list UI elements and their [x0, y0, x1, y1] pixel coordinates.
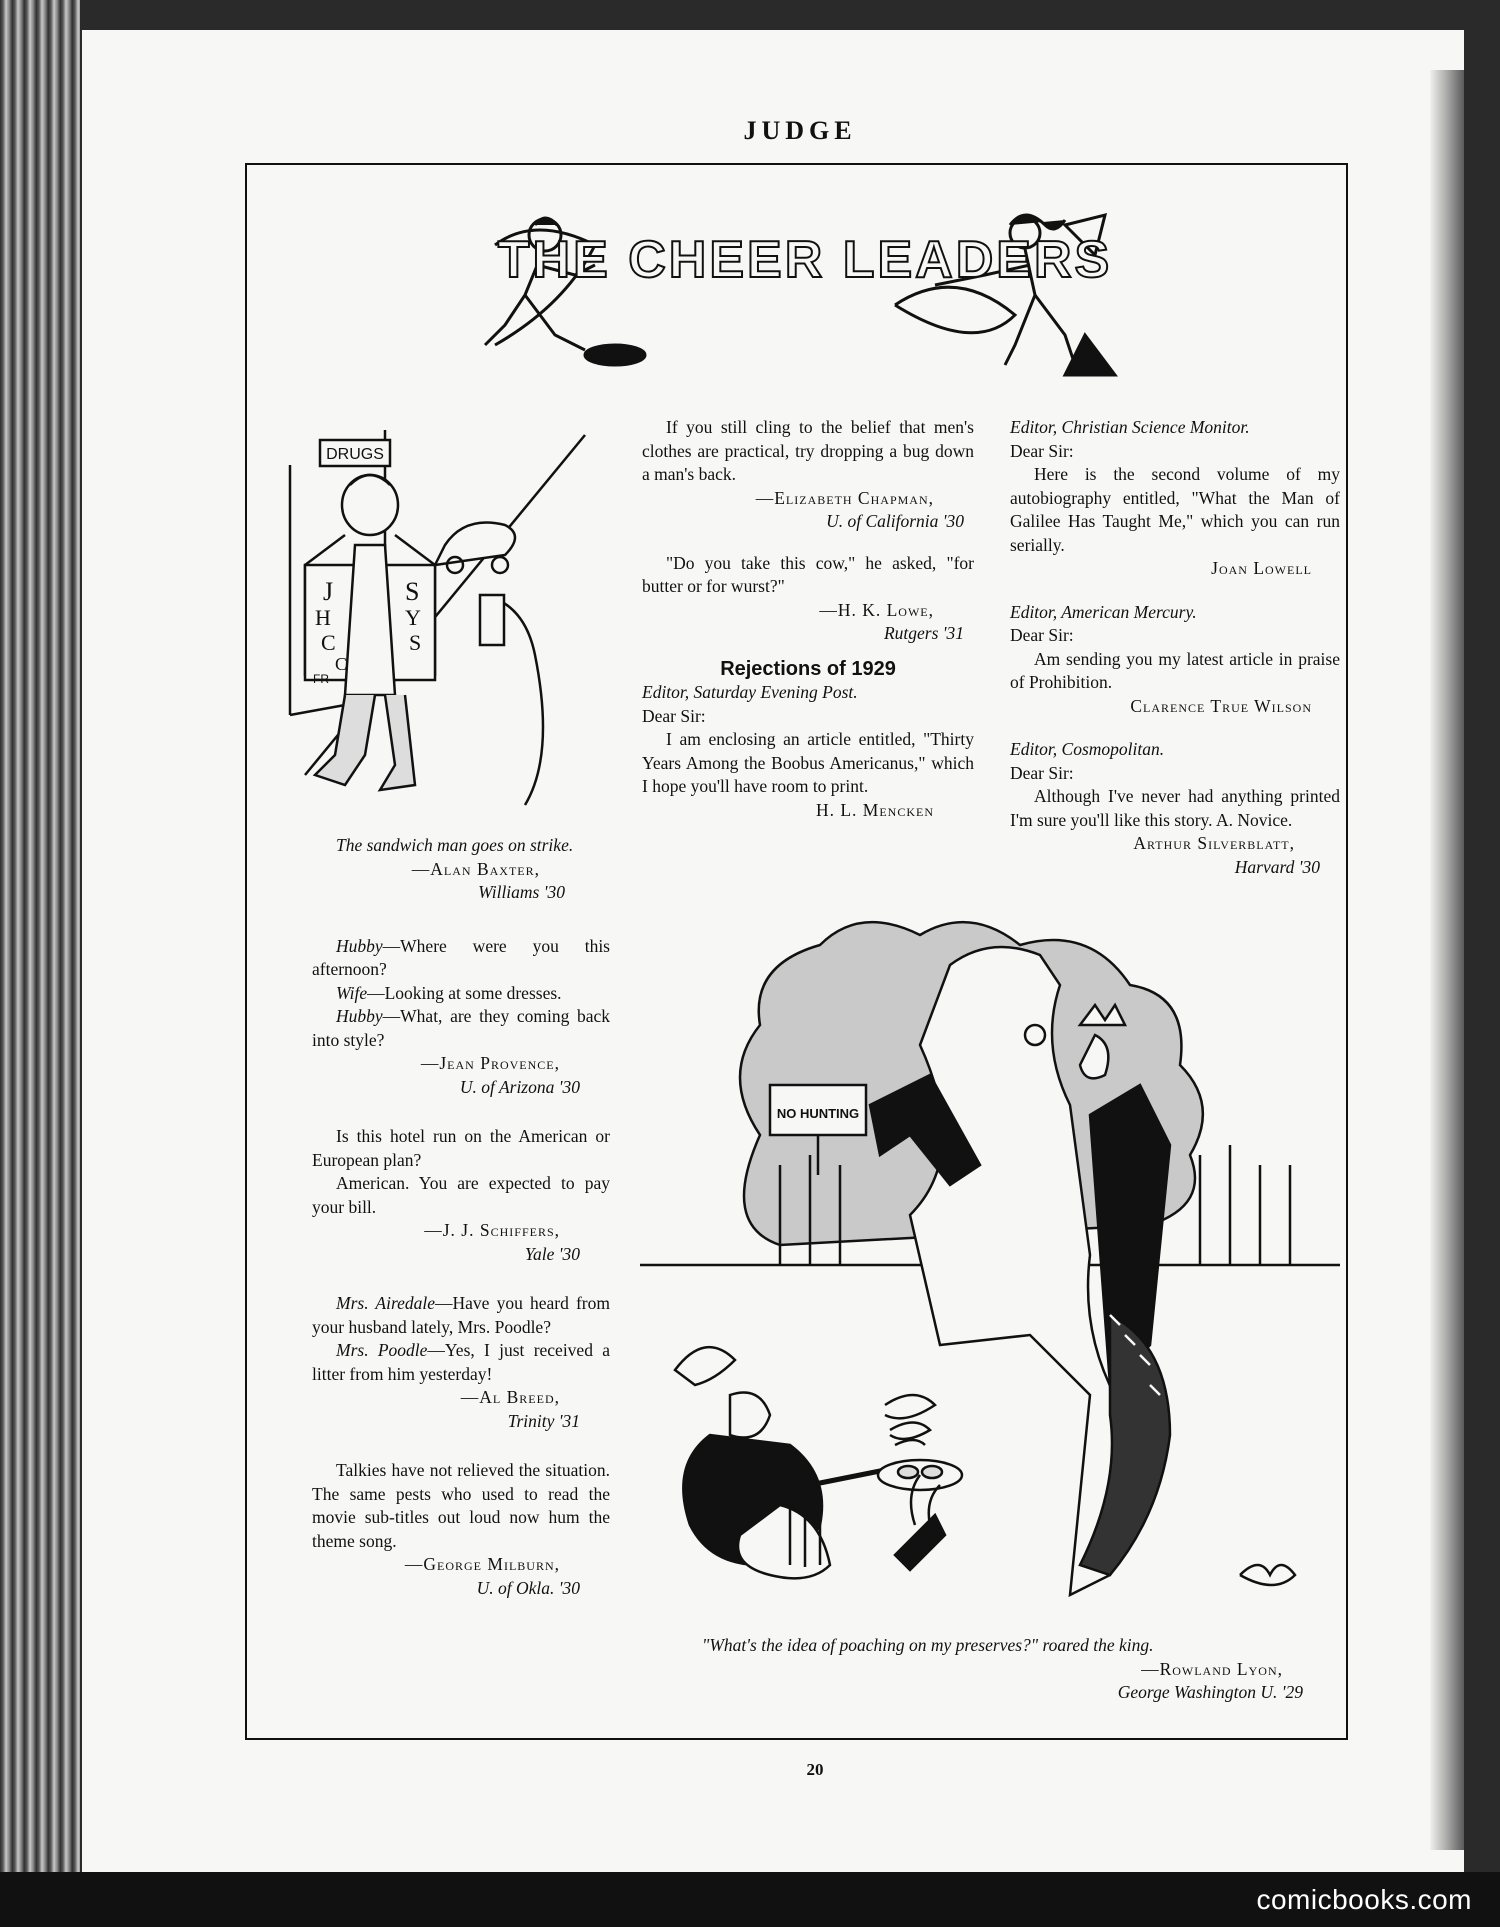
line-text: —Looking at some dresses.: [367, 982, 562, 1003]
board-letter-5: C: [321, 630, 336, 655]
sandwich-author: —Alan Baxter,: [411, 858, 540, 879]
school: U. of Okla. '30: [476, 1577, 580, 1598]
sandwich-school: Williams '30: [478, 882, 565, 902]
sandwich-caption-block: [312, 834, 610, 905]
middle-column: [642, 416, 974, 822]
page-number: 20: [806, 1760, 824, 1779]
joke-talkies: [312, 1459, 610, 1600]
line-text: Is this hotel run on the American or European plan?: [312, 1126, 610, 1170]
king-author: —Rowland Lyon,: [1141, 1658, 1283, 1679]
school: Trinity '31: [507, 1410, 580, 1431]
board-letter-2: S: [405, 577, 420, 606]
king-caption-block: [678, 1634, 1313, 1705]
board-letter-3: H: [315, 605, 331, 630]
letter-school: Harvard '30: [1234, 856, 1320, 877]
letter-signer: H. L. Mencken: [815, 799, 934, 820]
king-caption: "What's the idea of poaching on my preserves?" roared the king.: [702, 1635, 1154, 1655]
speaker: Mrs. Poodle: [336, 1340, 428, 1360]
book-right-edge: [1430, 70, 1464, 1850]
line-text: —Where were you this afternoon?: [312, 935, 610, 979]
joke-clothes: [642, 416, 974, 534]
letter-salutation: Dear Sir:: [1010, 625, 1074, 645]
joke-cow: [642, 552, 974, 646]
king-poaching-cartoon: [640, 915, 1340, 1650]
joke-text: If you still cling to the belief that men's clothes are practical, try dropping a bug down a man's back.: [642, 417, 974, 484]
letter-christian-science-monitor: [1010, 416, 1340, 581]
author: —Elizabeth Chapman,: [755, 487, 934, 508]
left-column: [312, 834, 610, 1626]
board-letter-4: Y: [405, 605, 421, 630]
author: —H. K. Lowe,: [819, 599, 934, 620]
letter-salutation: Dear Sir:: [642, 705, 706, 726]
joke-text: "Do you take this cow," he asked, "for butter or for wurst?": [642, 552, 974, 596]
school: U. of California '30: [826, 511, 964, 531]
sandwich-man-cartoon: [285, 425, 610, 825]
letter-body: Here is the second volume of my autobiography entitled, "What the Man of Galilee Has Taught Me," which you can run serially.: [1010, 464, 1340, 555]
line-text: American. You are expected to pay your bill.: [312, 1173, 610, 1217]
joke-airedale: [312, 1292, 610, 1433]
rejections-heading: Rejections of 1929: [720, 657, 896, 680]
letter-salutation: Dear Sir:: [1010, 440, 1074, 461]
speaker: Mrs. Airedale: [336, 1293, 436, 1313]
author: —J. J. Schiffers,: [424, 1220, 560, 1240]
author: —Jean Provence,: [420, 1053, 560, 1073]
letter-salutation: Dear Sir:: [1010, 762, 1074, 783]
letter-to: Editor, American Mercury.: [1010, 601, 1197, 622]
king-school: George Washington U. '29: [1117, 1682, 1303, 1702]
letter-inline-signer: A. Novice.: [1215, 809, 1293, 830]
no-hunting-sign-text: NO HUNTING: [776, 1106, 860, 1121]
school: U. of Arizona '30: [459, 1076, 580, 1097]
source-watermark: comicbooks.com: [1256, 1884, 1472, 1915]
letter-to: Editor, Saturday Evening Post.: [642, 682, 858, 702]
letter-to: Editor, Cosmopolitan.: [1010, 739, 1165, 759]
school: Rutgers '31: [883, 623, 964, 643]
letter-to: Editor, Christian Science Monitor.: [1010, 417, 1250, 437]
book-page-stack-edge: [0, 0, 80, 1927]
running-title: JUDGE: [743, 116, 857, 145]
joke-hotel: [312, 1125, 610, 1266]
speaker: Hubby: [336, 1006, 383, 1026]
line-text: —Have you heard from your husband lately, Mrs. Poodle?: [312, 1293, 610, 1337]
letter-signer: Clarence True Wilson: [1130, 695, 1312, 716]
speaker: Wife: [336, 982, 368, 1003]
board-letter-1: J: [323, 577, 334, 606]
school: Yale '30: [524, 1243, 580, 1264]
letter-cosmopolitan: [1010, 738, 1340, 879]
letter-body: Am sending you my latest article in praise of Prohibition.: [1010, 648, 1340, 692]
letter-american-mercury: [1010, 601, 1340, 719]
line-text: —What, are they coming back into style?: [312, 1006, 610, 1050]
letter-body: Although I've never had anything printed I'm sure you'll like this story.: [1010, 786, 1340, 830]
board-letter-8: FR: [313, 672, 329, 686]
author: —George Milburn,: [404, 1554, 560, 1574]
cheer-leaders-banner: [465, 205, 1145, 385]
board-letter-6: S: [409, 630, 422, 655]
joke-hubby: [312, 935, 610, 1100]
sandwich-caption: The sandwich man goes on strike.: [336, 835, 574, 855]
letter-saturday-evening-post: [642, 681, 974, 822]
letter-signer: Arthur Silverblatt,: [1133, 833, 1295, 853]
letter-signer: Joan Lowell: [1211, 558, 1312, 578]
line-text: Talkies have not relieved the situation. The same pests who used to read the movie sub-titles out loud now hum the theme song.: [312, 1460, 610, 1551]
board-letter-7: C: [335, 654, 348, 674]
banner-title: THE CHEER LEADERS: [497, 231, 1113, 289]
letter-body: I am enclosing an article entitled, "Thirty Years Among the Boobus Americanus," which I hope you'll have room to print.: [642, 729, 974, 796]
speaker: Hubby: [336, 935, 383, 956]
author: —Al Breed,: [460, 1387, 560, 1407]
right-column: [1010, 416, 1340, 879]
drugs-sign-text: DRUGS: [326, 446, 384, 463]
line-text: —Yes, I just received a litter from him yesterday!: [312, 1340, 610, 1384]
